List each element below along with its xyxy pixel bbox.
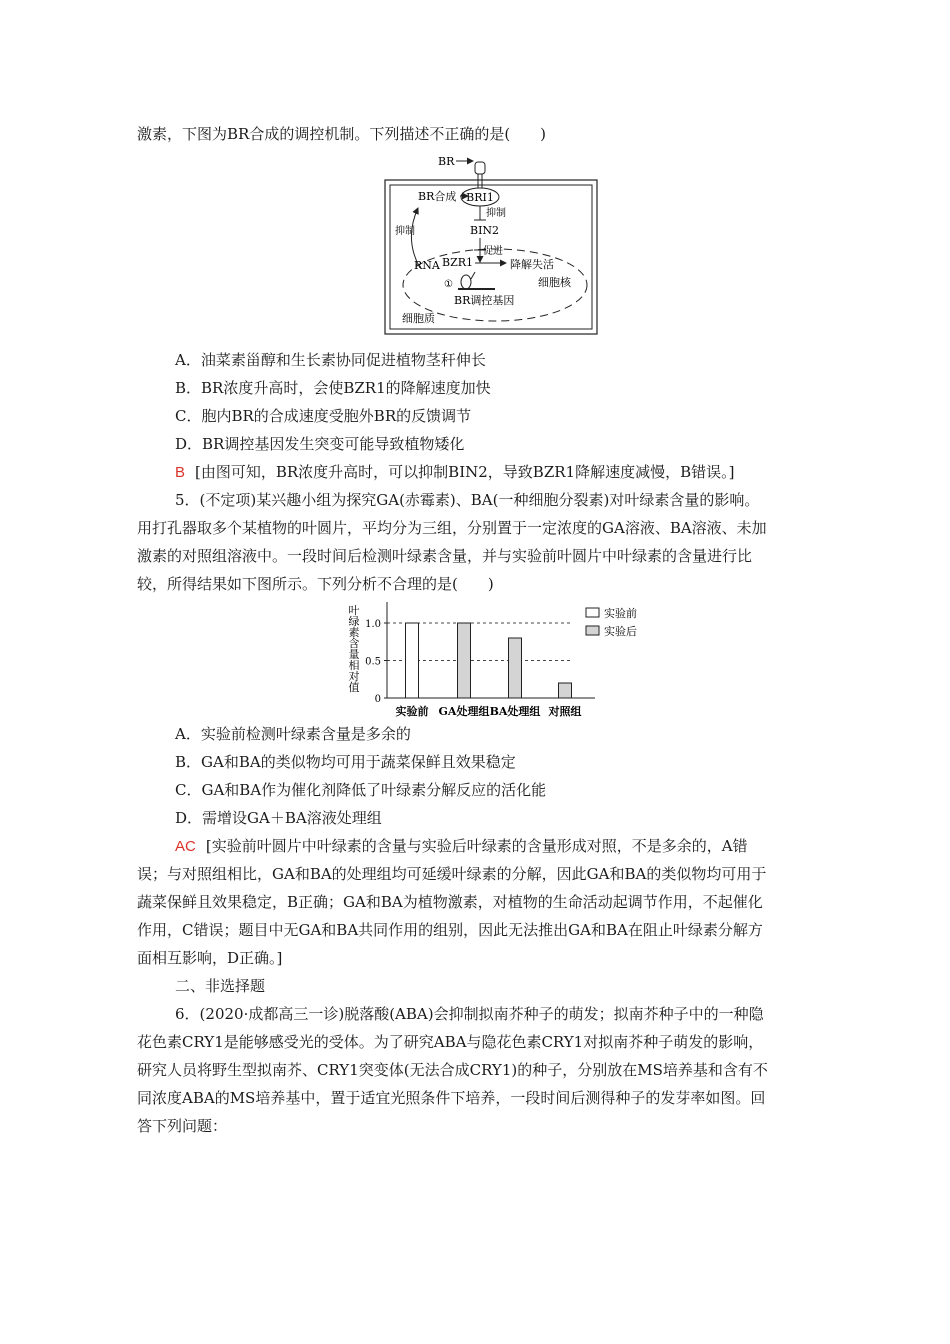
br-regulation-diagram — [380, 150, 602, 336]
chlorophyll-bar-chart — [340, 600, 670, 722]
x-tick-label: 实验前 — [395, 705, 429, 718]
section-title: 二、非选择题 — [175, 977, 266, 995]
inhibit-right-label: 抑制 — [486, 208, 506, 219]
step-one-label: ① — [444, 279, 453, 290]
bar-实验后 — [559, 683, 572, 698]
bar-实验后 — [458, 623, 471, 698]
answer-explanation: [由图可知，BR浓度升高时，可以抑制BIN2，导致BZR1降解速度减慢，B错误。] — [195, 463, 735, 481]
option-d: D．需增设GA＋BA溶液处理组 — [175, 809, 382, 827]
promote-label: 促进 — [483, 246, 503, 257]
question-stem-line: 6．(2020·成都高三一诊)脱落酸(ABA)会抑制拟南芥种子的萌发；拟南芥种子中的一种隐 — [175, 1005, 764, 1023]
option-c: C．GA和BA作为催化剂降低了叶绿素分解反应的活化能 — [175, 781, 547, 799]
br-top-label: BR — [438, 155, 455, 168]
x-tick-label: GA处理组 — [438, 705, 490, 718]
inhibit-left-label: 抑制 — [395, 226, 415, 237]
answer-line — [175, 836, 748, 857]
legend-swatch — [586, 608, 599, 617]
y-axis-label-char: 素 — [348, 626, 360, 639]
option-b: B．GA和BA的类似物均可用于蔬菜保鲜且效果稳定 — [175, 753, 516, 771]
option-a: A．实验前检测叶绿素含量是多余的 — [175, 725, 411, 743]
answer-explanation: [实验前叶圆片中叶绿素的含量与实验后叶绿素的含量形成对照，不是多余的，A错 — [205, 837, 748, 855]
option-b: B．BR浓度升高时，会使BZR1的降解速度加快 — [175, 379, 491, 397]
bri1-label: BRI1 — [466, 191, 494, 204]
question-stem-line: 较，所得结果如下图所示。下列分析不合理的是( ) — [137, 575, 494, 593]
legend-label: 实验后 — [604, 625, 637, 638]
legend-swatch — [586, 626, 599, 635]
bar-实验前 — [406, 623, 419, 698]
rna-label: RNA — [414, 259, 440, 272]
option-c: C．胞内BR的合成速度受胞外BR的反馈调节 — [175, 407, 472, 425]
question-stem-line: 激素，下图为BR合成的调控机制。下列描述不正确的是( ) — [137, 125, 547, 143]
question-stem-line: 用打孔器取多个某植物的叶圆片，平均分为三组，分别置于一定浓度的GA溶液、BA溶液、未加 — [137, 519, 767, 537]
option-a: A．油菜素甾醇和生长素协同促进植物茎秆伸长 — [175, 351, 486, 369]
y-axis-label-char: 量 — [348, 648, 360, 661]
y-axis-label-char: 值 — [348, 681, 360, 694]
answer-line — [175, 462, 734, 483]
question-stem-line: 花色素CRY1是能够感受光的受体。为了研究ABA与隐花色素CRY1对拟南芥种子萌发的影响， — [137, 1033, 764, 1051]
answer-explanation-line: 作用，C错误；题目中无GA和BA共同作用的组别，因此无法推出GA和BA在阻止叶绿素分解方 — [137, 921, 763, 939]
question-stem-line: 答下列问题： — [137, 1117, 228, 1135]
y-axis-label-char: 绿 — [348, 615, 360, 628]
y-tick-label: 1.0 — [365, 619, 381, 630]
receptor-head — [475, 162, 485, 174]
answer-explanation-line: 面相互影响，D正确。] — [137, 949, 283, 967]
y-tick-label: 0 — [374, 694, 381, 705]
answer-letter: AC — [175, 838, 196, 855]
nucleus-label: 细胞核 — [538, 276, 571, 289]
cytoplasm-label: 细胞质 — [402, 312, 435, 325]
legend-label: 实验前 — [604, 607, 637, 620]
question-stem-line: 激素的对照组溶液中。一段时间后检测叶绿素含量，并与实验前叶圆片中叶绿素的含量进行比 — [137, 547, 753, 565]
bin2-label: BIN2 — [470, 224, 500, 237]
y-axis-label-char: 含 — [348, 637, 360, 650]
x-tick-label: 对照组 — [548, 705, 582, 718]
br-gene-label: BR调控基因 — [454, 294, 515, 307]
question-stem-line: 研究人员将野生型拟南芥、CRY1突变体(无法合成CRY1)的种子，分别放在MS培养基和含有不 — [137, 1061, 768, 1079]
x-tick-label: BA处理组 — [489, 705, 541, 718]
y-axis-label-char: 叶 — [348, 604, 360, 617]
y-tick-label: 0.5 — [365, 656, 381, 668]
question-stem-line: 5．(不定项)某兴趣小组为探究GA(赤霉素)、BA(一种细胞分裂素)对叶绿素含量的影响。 — [175, 491, 760, 509]
degrade-label: 降解失活 — [510, 258, 554, 271]
answer-explanation-line: 误；与对照组相比，GA和BA的处理组均可延缓叶绿素的分解，因此GA和BA的类似物均可用于 — [137, 865, 767, 883]
y-axis-label-char: 相 — [348, 659, 360, 672]
question-stem-line: 同浓度ABA的MS培养基中，置于适宜光照条件下培养，一段时间后测得种子的发芽率如图。回 — [137, 1089, 766, 1107]
option-d: D．BR调控基因发生突变可能导致植物矮化 — [175, 435, 465, 453]
answer-letter: B — [175, 464, 186, 481]
y-axis-label-char: 对 — [348, 670, 360, 683]
br-synthesis-label: BR合成 — [418, 190, 457, 203]
bzr1-label: BZR1 — [442, 256, 474, 269]
answer-explanation-line: 蔬菜保鲜且效果稳定，B正确；GA和BA为植物激素，对植物的生命活动起调节作用，不起催化 — [137, 893, 763, 911]
bar-实验后 — [509, 638, 522, 698]
